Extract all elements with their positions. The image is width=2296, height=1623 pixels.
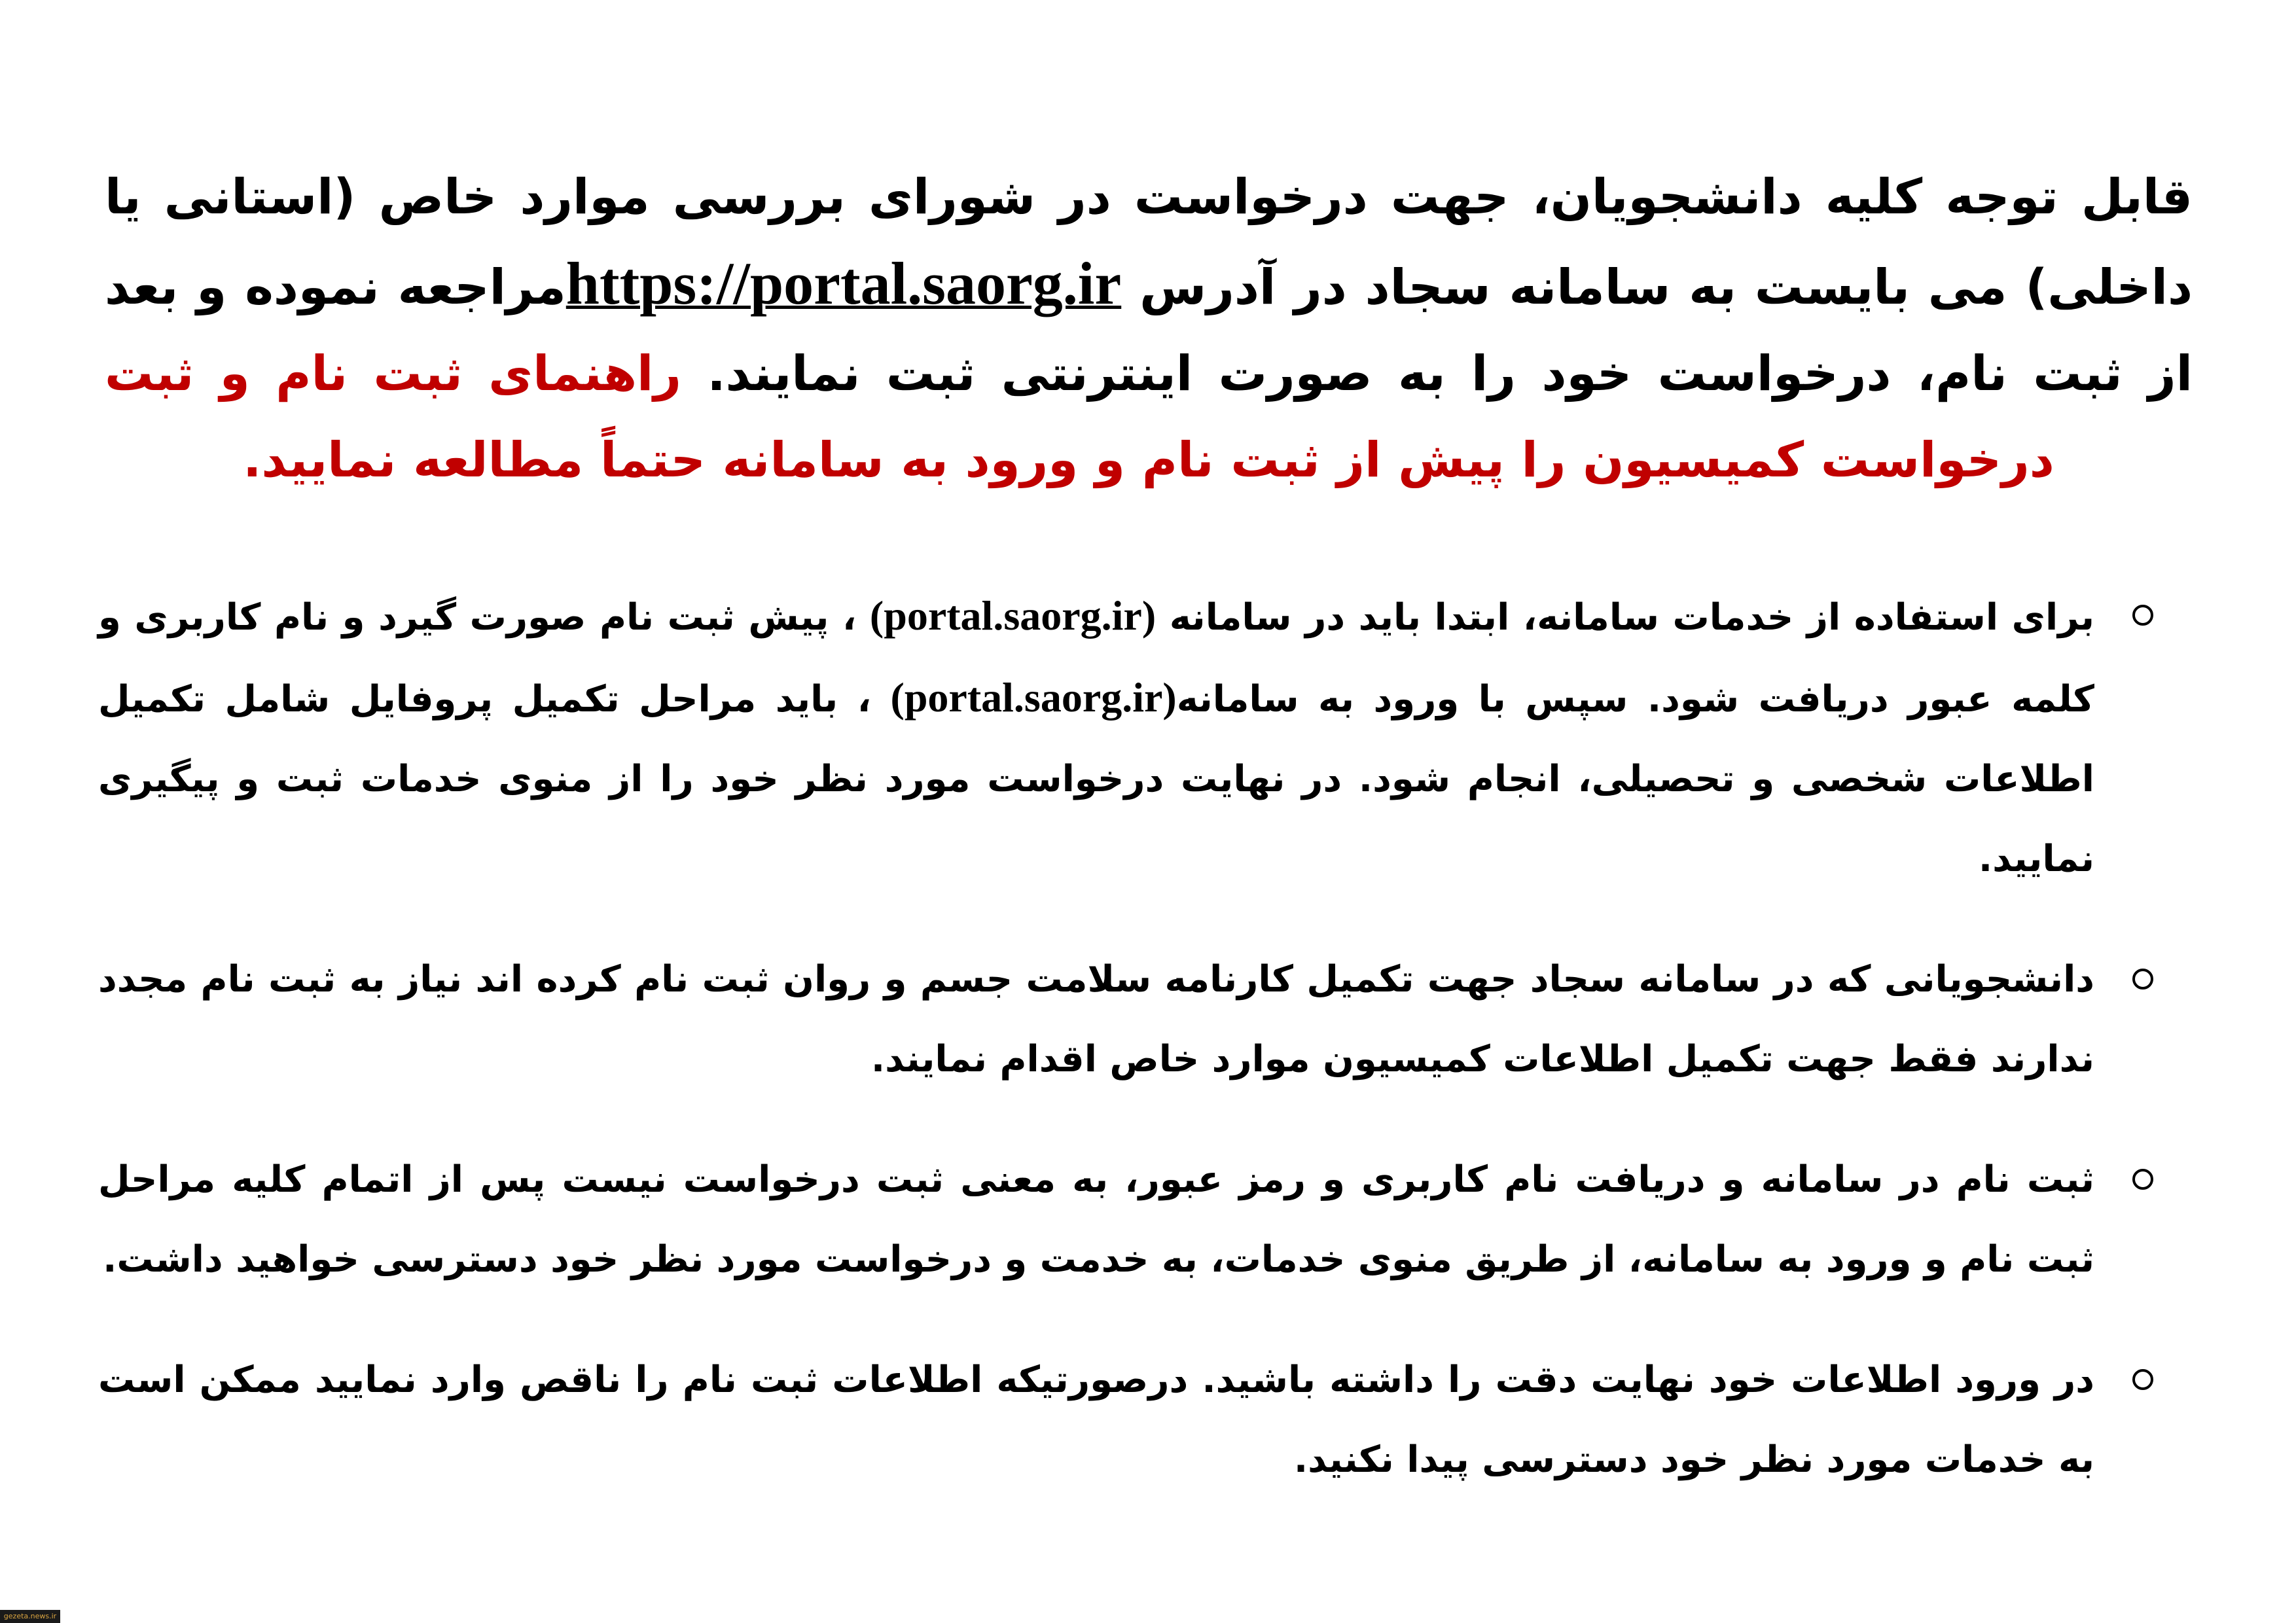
circle-bullet-icon	[2132, 969, 2153, 990]
circle-bullet-icon	[2132, 605, 2153, 626]
portal-url-inline: (portal.saorg.ir)	[890, 674, 1177, 721]
circle-bullet-icon	[2132, 1169, 2153, 1190]
instruction-item	[98, 940, 2153, 1099]
portal-url-link[interactable]: https://portal.saorg.ir	[565, 250, 1122, 317]
instruction-text: دانشجویانی که در سامانه سجاد جهت تکمیل کارنامه سلامت جسم و روان ثبت نام کرده اند نیاز به ثبت نام مجدد ندارند فقط جهت تکمیل اطلاعات کمیسیون موارد خاص اقدام نمایند.	[98, 958, 2094, 1080]
portal-url-inline: (portal.saorg.ir)	[869, 592, 1157, 639]
instruction-item	[98, 576, 2153, 899]
instruction-text-part: ، پیش ثبت نام صورت گیرد و نام کاربری و کلمه عبور دریافت شود. سپس با ورود به سامانه	[98, 596, 2094, 721]
site-watermark: gezeta.news.ir	[0, 1610, 60, 1623]
announcement-heading	[105, 154, 2193, 503]
instruction-list	[98, 576, 2153, 1541]
instruction-item	[98, 1140, 2153, 1300]
instruction-text-part: برای استفاده از خدمات سامانه، ابتدا باید در سامانه	[1156, 596, 2095, 639]
instruction-item	[98, 1340, 2153, 1500]
instruction-text: در ورود اطلاعات خود نهایت دقت را داشته باشید. درصورتیکه اطلاعات ثبت نام را ناقص وارد نمایید ممکن است به خدمات مورد نظر خود دسترسی پیدا نکنید.	[98, 1359, 2094, 1481]
heading-text-part1: قابل توجه کلیه دانشجویان، جهت درخواست در شورای بررسی موارد خاص (استانی یا داخلی) می بایست به سامانه سجاد در آدرس	[105, 169, 2193, 315]
instruction-text: ثبت نام در سامانه و دریافت نام کاربری و رمز عبور، به معنی ثبت درخواست نیست پس از اتمام کلیه مراحل ثبت نام و ورود به سامانه، از طریق منوی خدمات، به خدمت و درخواست مورد نظر خود دسترسی خواهید داشت.	[98, 1158, 2094, 1281]
instruction-text	[98, 592, 2095, 880]
heading-emphasis-text: راهنمای ثبت نام و ثبت درخواست کمیسیون را پیش از ثبت نام و ورود به سامانه حتماً مطالعه نمایید.	[105, 346, 2054, 488]
instruction-text-part: ، باید مراحل تکمیل پروفایل شامل تکمیل اطلاعات شخصی و تحصیلی، انجام شود. در نهایت درخواست مورد نظر خود را از منوی خدمات ثبت و پیگیری نمایید.	[98, 678, 2094, 880]
heading-text-part2: مراجعه نموده و بعد از ثبت نام، درخواست خود را به صورت اینترنتی ثبت نمایند.	[105, 259, 2193, 402]
circle-bullet-icon	[2132, 1369, 2153, 1390]
